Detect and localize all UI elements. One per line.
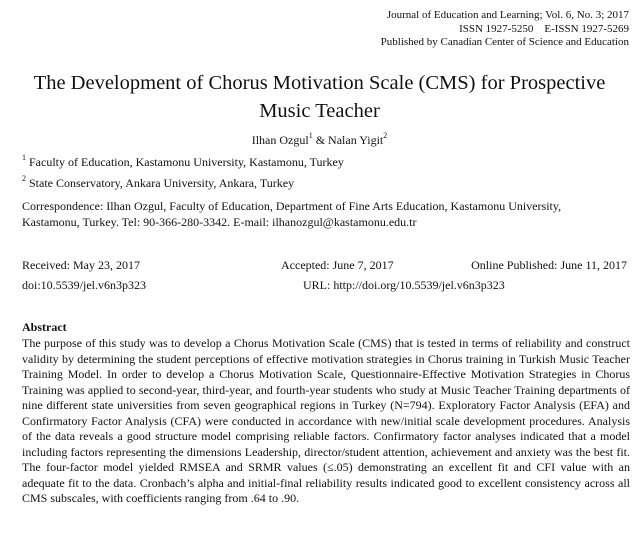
author-2-name: Nalan Yigit [328,133,384,147]
author-1-name: Ilhan Ozgul [251,133,309,147]
author-list [0,133,639,148]
affiliation-2-mark: 2 [22,174,26,183]
paper-title-line1: The Development of Chorus Motivation Scale (CMS) for Prospective [33,72,606,94]
author-2-affiliation-mark: 2 [383,131,388,140]
affiliation-2 [22,176,294,191]
affiliation-2-text: State Conservatory, Ankara University, Ankara, Turkey [29,176,295,190]
paper-title [0,69,639,125]
affiliation-1 [22,155,344,170]
correspondence-line2: Kastamonu, Turkey. Tel: 90-366-280-3342. E-mail: ilhanozgul@kastamonu.edu.tr [22,215,417,229]
journal-issn: ISSN 1927-5250 E-ISSN 1927-5269 [459,22,629,35]
author-1-affiliation-mark: 1 [308,131,313,140]
received-date: Received: May 23, 2017 [22,258,140,272]
accepted-date: Accepted: June 7, 2017 [281,258,394,272]
author-separator: & [312,133,329,147]
abstract-heading: Abstract [22,320,67,334]
journal-citation: Journal of Education and Learning; Vol. 6, No. 3; 2017 [386,9,629,21]
abstract-text: The purpose of this study was to develop a Chorus Motivation Scale (CMS) that is tested in terms of reliability and construct validity by determining the student perceptions of effective motivation strategies in Chorus training in Turkish Music Teacher Training Model. In order to develop a Chorus Motivation Scale, Questionnaire-Effective Motivation Strategies in Chorus Training was applied to second-year, third-year, and fourth-year students who study at Music Teacher Training departments of nine different state universities from seven geographical regions in Turkey (N=794). Exploratory Factor Analysis (EFA) and Confirmatory Factor Analysis (CFA) were conducted in accordance with new/initial scale development procedures. Analysis of the data reveals a good structure model comprising reliable factors. Confirmatory factor analyses indicated that a model including factors representing the dimensions Leadership, director/student attention, achievement and anxiety was the best fit. The four-factor model yielded RMSEA and SRMR values (≤.05) demonstrating an excellent fit and CFI value with an adequate fit to the data. Cronbach’s alpha and initial-final reliability results indicated good to excellent consistency across all CMS subscales, with coefficients ranging from .64 to .90. [22,336,630,505]
affiliation-1-text: Faculty of Education, Kastamonu University, Kastamonu, Turkey [29,155,344,169]
correspondence [22,198,630,230]
journal-publisher: Published by Canadian Center of Science and Education [380,36,629,48]
online-published-date: Online Published: June 11, 2017 [471,258,627,272]
paper-title-line2: Music Teacher [259,100,380,122]
affiliation-1-mark: 1 [22,153,26,162]
correspondence-line1: Correspondence: Ilhan Ozgul, Faculty of Education, Department of Fine Arts Education, Kastamonu University, [22,199,562,213]
journal-header [381,9,629,50]
doi-url[interactable]: URL: http://doi.org/10.5539/jel.v6n3p323 [303,278,505,292]
doi: doi:10.5539/jel.v6n3p323 [22,278,146,292]
